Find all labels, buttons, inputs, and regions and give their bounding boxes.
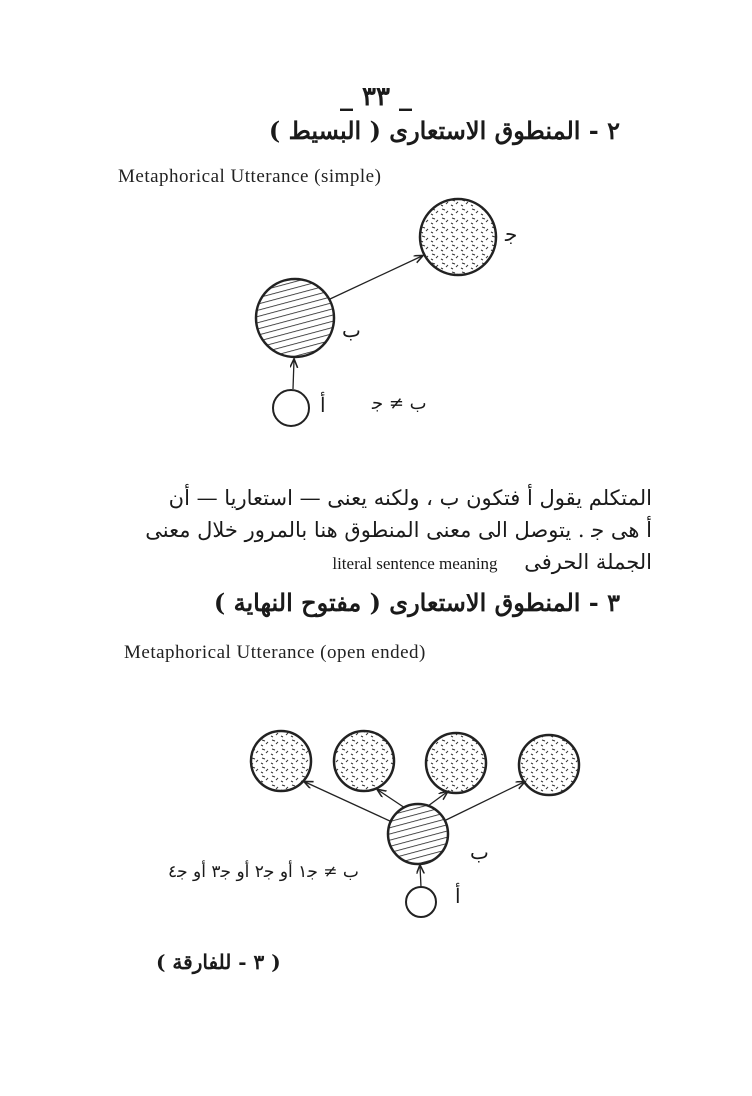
page-number: _ ٣٣ _	[339, 82, 413, 112]
paragraph-line-2: أ هى ﺟ . يتوصل الى معنى المنطوق هنا بالمرور خلال معنى	[145, 518, 652, 542]
paragraph-line-1: المتكلم يقول أ فتكون ب ، ولكنه يعنى — استعاريا — أن	[168, 486, 652, 510]
section2-caption: Metaphorical Utterance (simple)	[118, 166, 382, 187]
simple-metaphor-diagram	[256, 199, 496, 426]
section2-heading: ٢ - المنطوق الاستعارى ( البسيط )	[268, 116, 620, 145]
circle-b-hatched	[256, 279, 334, 357]
section3-caption: Metaphorical Utterance (open ended)	[124, 642, 426, 663]
circle-c4-dotted	[519, 735, 579, 795]
arrow-b-to-c2	[378, 790, 405, 808]
circle-a-empty	[406, 887, 436, 917]
circle-c3-dotted	[426, 733, 486, 793]
label-c: ﺟ	[505, 222, 518, 246]
open-ended-metaphor-diagram	[251, 731, 579, 917]
label-a: أ	[320, 393, 326, 417]
paragraph-line-3-en: literal sentence meaning	[332, 554, 498, 573]
circle-a-empty	[273, 390, 309, 426]
arrow-a-to-b	[420, 866, 421, 887]
arrow-a-to-b	[293, 360, 294, 389]
circle-c1-dotted	[251, 731, 311, 791]
label-b-open: ب	[470, 840, 489, 864]
relation-open: ب ≠ ﺟ١ أو ﺟ٢ أو ﺟ٣ أو ﺟ٤	[168, 862, 359, 882]
label-a-open: أ	[455, 884, 461, 908]
footer-note: ( ٣ - للفارقة )	[156, 950, 281, 974]
relation-simple: ب ≠ ﺟ	[372, 393, 427, 414]
paragraph-line-3	[92, 546, 652, 580]
explanation-paragraph	[92, 482, 652, 580]
paragraph-line-3-ar: الجملة الحرفى	[524, 550, 652, 574]
circle-b-hatched	[388, 804, 448, 864]
arrow-b-to-c	[330, 256, 422, 299]
circle-c-dotted	[420, 199, 496, 275]
section3-heading: ٣ - المنطوق الاستعارى ( مفتوح النهاية )	[213, 588, 620, 617]
label-b: ب	[342, 318, 361, 342]
arrow-b-to-c3	[428, 792, 447, 806]
circle-c2-dotted	[334, 731, 394, 791]
